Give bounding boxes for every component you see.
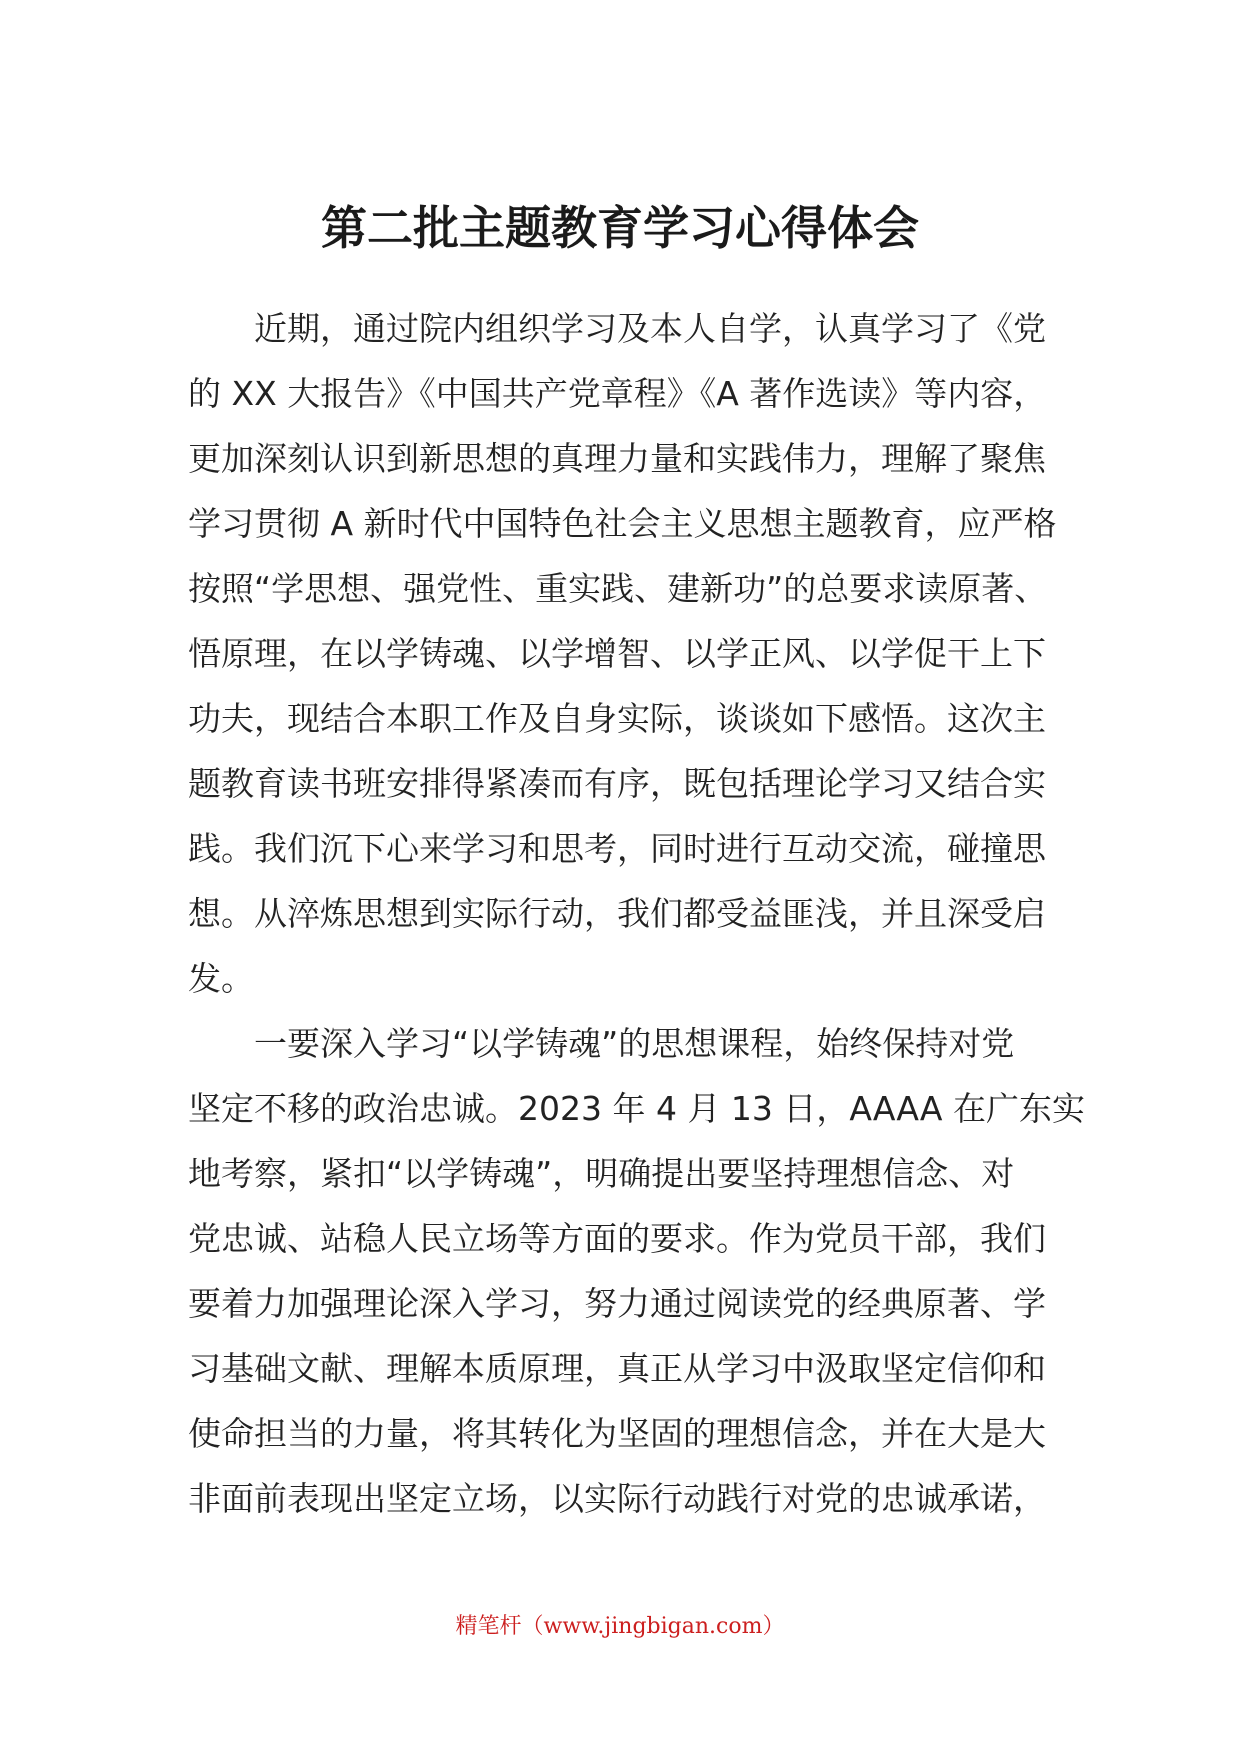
- paragraph-line: 一要深入学习“以学铸魂”的思想课程，始终保持对党: [254, 1024, 1015, 1063]
- paragraph-line: 践。我们沉下心来学习和思考，同时进行互动交流，碰撞思: [188, 829, 1046, 868]
- document-body: [188, 296, 1085, 1531]
- paragraph-line: 习基础文献、理解本质原理，真正从学习中汲取坚定信仰和: [188, 1349, 1046, 1388]
- paragraph-line: 更加深刻认识到新思想的真理力量和实践伟力，理解了聚焦: [188, 439, 1046, 478]
- paragraph-line: 学习贯彻 A 新时代中国特色社会主义思想主题教育，应严格: [188, 504, 1057, 543]
- paragraph-line: 地考察，紧扣“以学铸魂”，明确提出要坚持理想信念、对: [188, 1154, 1015, 1193]
- paragraph-line: 坚定不移的政治忠诚。2023 年 4 月 13 日，AAAA 在广东实: [188, 1089, 1085, 1128]
- paragraph-line: 要着力加强理论深入学习，努力通过阅读党的经典原著、学: [188, 1284, 1046, 1323]
- paragraph-line: 题教育读书班安排得紧凑而有序，既包括理论学习又结合实: [188, 764, 1046, 803]
- paragraph-line: 使命担当的力量，将其转化为坚固的理想信念，并在大是大: [188, 1414, 1046, 1453]
- paragraph-line: 按照“学思想、强党性、重实践、建新功”的总要求读原著、: [188, 569, 1048, 608]
- paragraph-line: 近期，通过院内组织学习及本人自学，认真学习了《党: [254, 309, 1046, 348]
- paragraph-line: 党忠诚、站稳人民立场等方面的要求。作为党员干部，我们: [188, 1219, 1046, 1258]
- paragraph-line: 非面前表现出坚定立场，以实际行动践行对党的忠诚承诺，: [188, 1479, 1046, 1518]
- paragraph-line: 悟原理，在以学铸魂、以学增智、以学正风、以学促干上下: [188, 634, 1046, 673]
- document-title: 第二批主题教育学习心得体会: [321, 201, 919, 255]
- paragraph-line: 的 XX 大报告》《中国共产党章程》《A 著作选读》等内容，: [188, 374, 1047, 413]
- footer-watermark: 精笔杆（www.jingbigan.com）: [455, 1614, 785, 1639]
- paragraph-line: 功夫，现结合本职工作及自身实际，谈谈如下感悟。这次主: [188, 699, 1046, 738]
- paragraph-line: 发。: [188, 959, 254, 998]
- paragraph-line: 想。从淬炼思想到实际行动，我们都受益匪浅，并且深受启: [188, 894, 1046, 933]
